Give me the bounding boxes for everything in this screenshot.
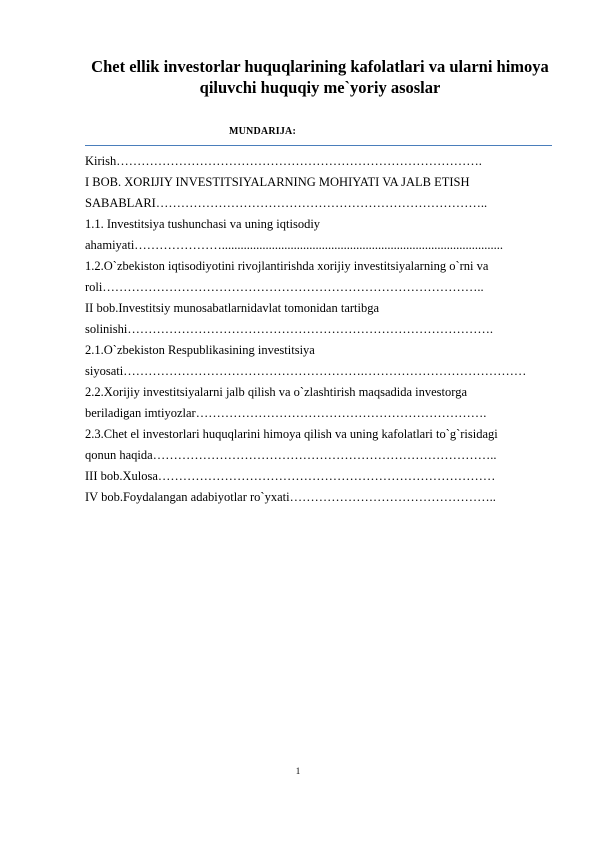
page-number: 1 <box>295 766 301 776</box>
toc-line-chapter-1-cont: SABABLARI…………………………………………………………………….. <box>85 196 488 210</box>
toc-line-chapter-1: I BOB. XORIJIY INVESTITSIYALARNING MOHIYATI VA JALB ETISH <box>85 175 470 189</box>
toc-line-chapter-2: II bob.Investitsiy munosabatlarnidavlat tomonidan tartibga <box>85 301 380 315</box>
toc-line-chapter-4: IV bob.Foydalangan adabiyotlar ro`yxati………………………………………….. <box>85 490 496 504</box>
toc-line-chapter-2-cont: solinishi……………………………………………………………………………. <box>85 322 493 336</box>
heading-divider <box>85 145 552 146</box>
document-title <box>80 56 560 98</box>
toc-line-chapter-3: III bob.Xulosa……………………………………………………………………… <box>85 469 496 483</box>
toc-line-section-2-1-cont: siyosati………………………………………………….………………………………… <box>85 364 527 378</box>
toc-line-section-1-1: 1.1. Investitsiya tushunchasi va uning iqtisodiy <box>85 217 321 231</box>
toc-line-section-1-2: 1.2.O`zbekiston iqtisodiyotini rivojlantirishda xorijiy investitsiyalarning o`rni va <box>85 259 489 273</box>
toc-line-section-2-3-cont: qonun haqida……………………………………………………………………….. <box>85 448 497 462</box>
title-line-1: Chet ellik investorlar huquqlarining kafolatlari va ularni himoya <box>91 57 549 76</box>
toc-line-section-1-2-cont: roli……………………………………………………………………………….. <box>85 280 484 294</box>
toc-line-section-2-2: 2.2.Xorijiy investitsiyalarni jalb qilish va o`zlashtirish maqsadida investorga <box>85 385 467 399</box>
toc-heading: MUNDARIJA: <box>229 126 296 137</box>
toc-line-section-2-2-cont: beriladigan imtiyozlar……………………………………………………………. <box>85 406 487 420</box>
title-line-2: qiluvchi huquqiy me`yoriy asoslar <box>199 78 441 97</box>
toc-line-section-2-3: 2.3.Chet el investorlari huquqlarini himoya qilish va uning kafolatlari to`g`risidagi <box>85 427 498 441</box>
toc-line-section-1-1-cont: ahamiyati………………….......................................................................................... <box>85 238 504 252</box>
toc-line-section-2-1: 2.1.O`zbekiston Respublikasining investitsiya <box>85 343 315 357</box>
toc-line-introduction: Kirish……………………………………………………………………………. <box>85 154 482 168</box>
table-of-contents <box>85 151 555 508</box>
